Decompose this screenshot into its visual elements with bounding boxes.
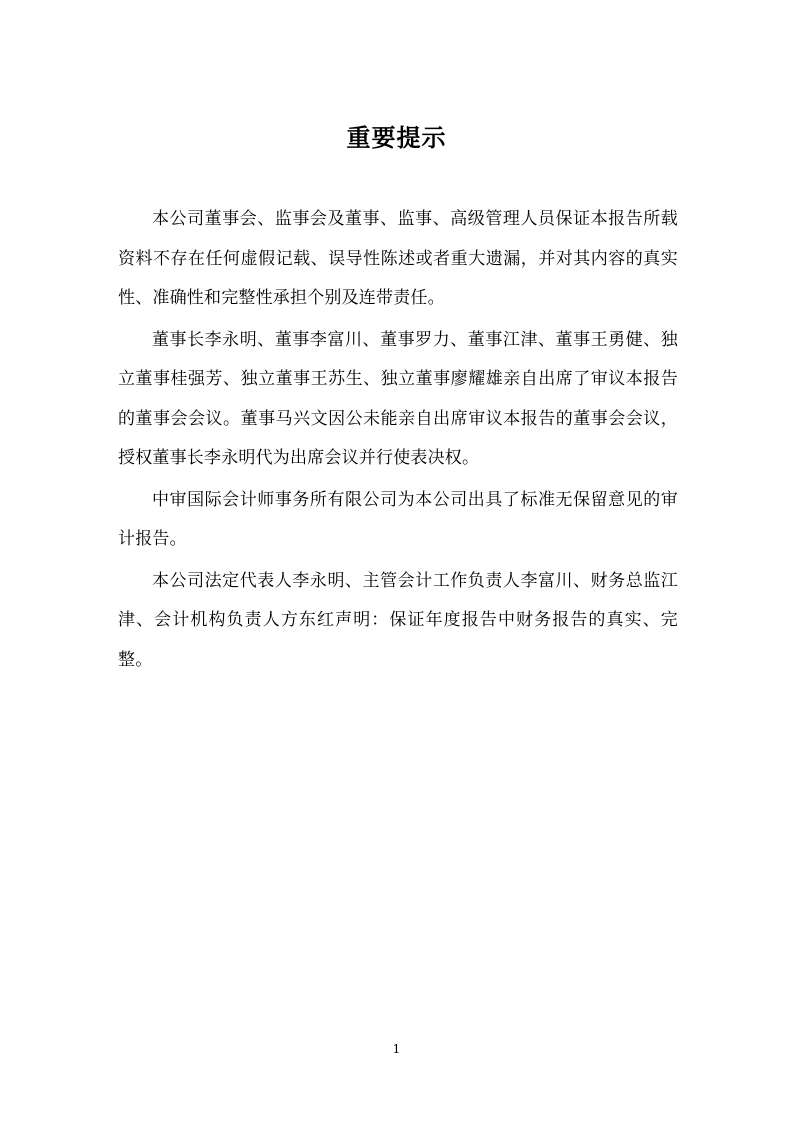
paragraph-responsibility-statement: 本公司董事会、监事会及董事、监事、高级管理人员保证本报告所载资料不存在任何虚假记载、误导性陈述或者重大遗漏，并对其内容的真实性、准确性和完整性承担个别及连带责任。 [118,209,678,308]
document-body [118,200,678,682]
paragraph-board-attendance: 董事长李永明、董事李富川、董事罗力、董事江津、董事王勇健、独立董事桂强芳、独立董事王苏生、独立董事廖耀雄亲自出席了审议本报告的董事会会议。董事马兴文因公未能亲自出席审议本报告的董事会会议，授权董事长李永明代为出席会议并行使表决权。 [118,329,678,468]
paragraph-financial-declaration: 本公司法定代表人李永明、主管会计工作负责人李富川、财务总监江津、会计机构负责人方东红声明：保证年度报告中财务报告的真实、完整。 [118,570,678,670]
paragraph-audit-opinion: 中审国际会计师事务所有限公司为本公司出具了标准无保留意见的审计报告。 [118,489,678,549]
page-title: 重要提示 [346,124,447,152]
page-number: 1 [392,1042,401,1056]
